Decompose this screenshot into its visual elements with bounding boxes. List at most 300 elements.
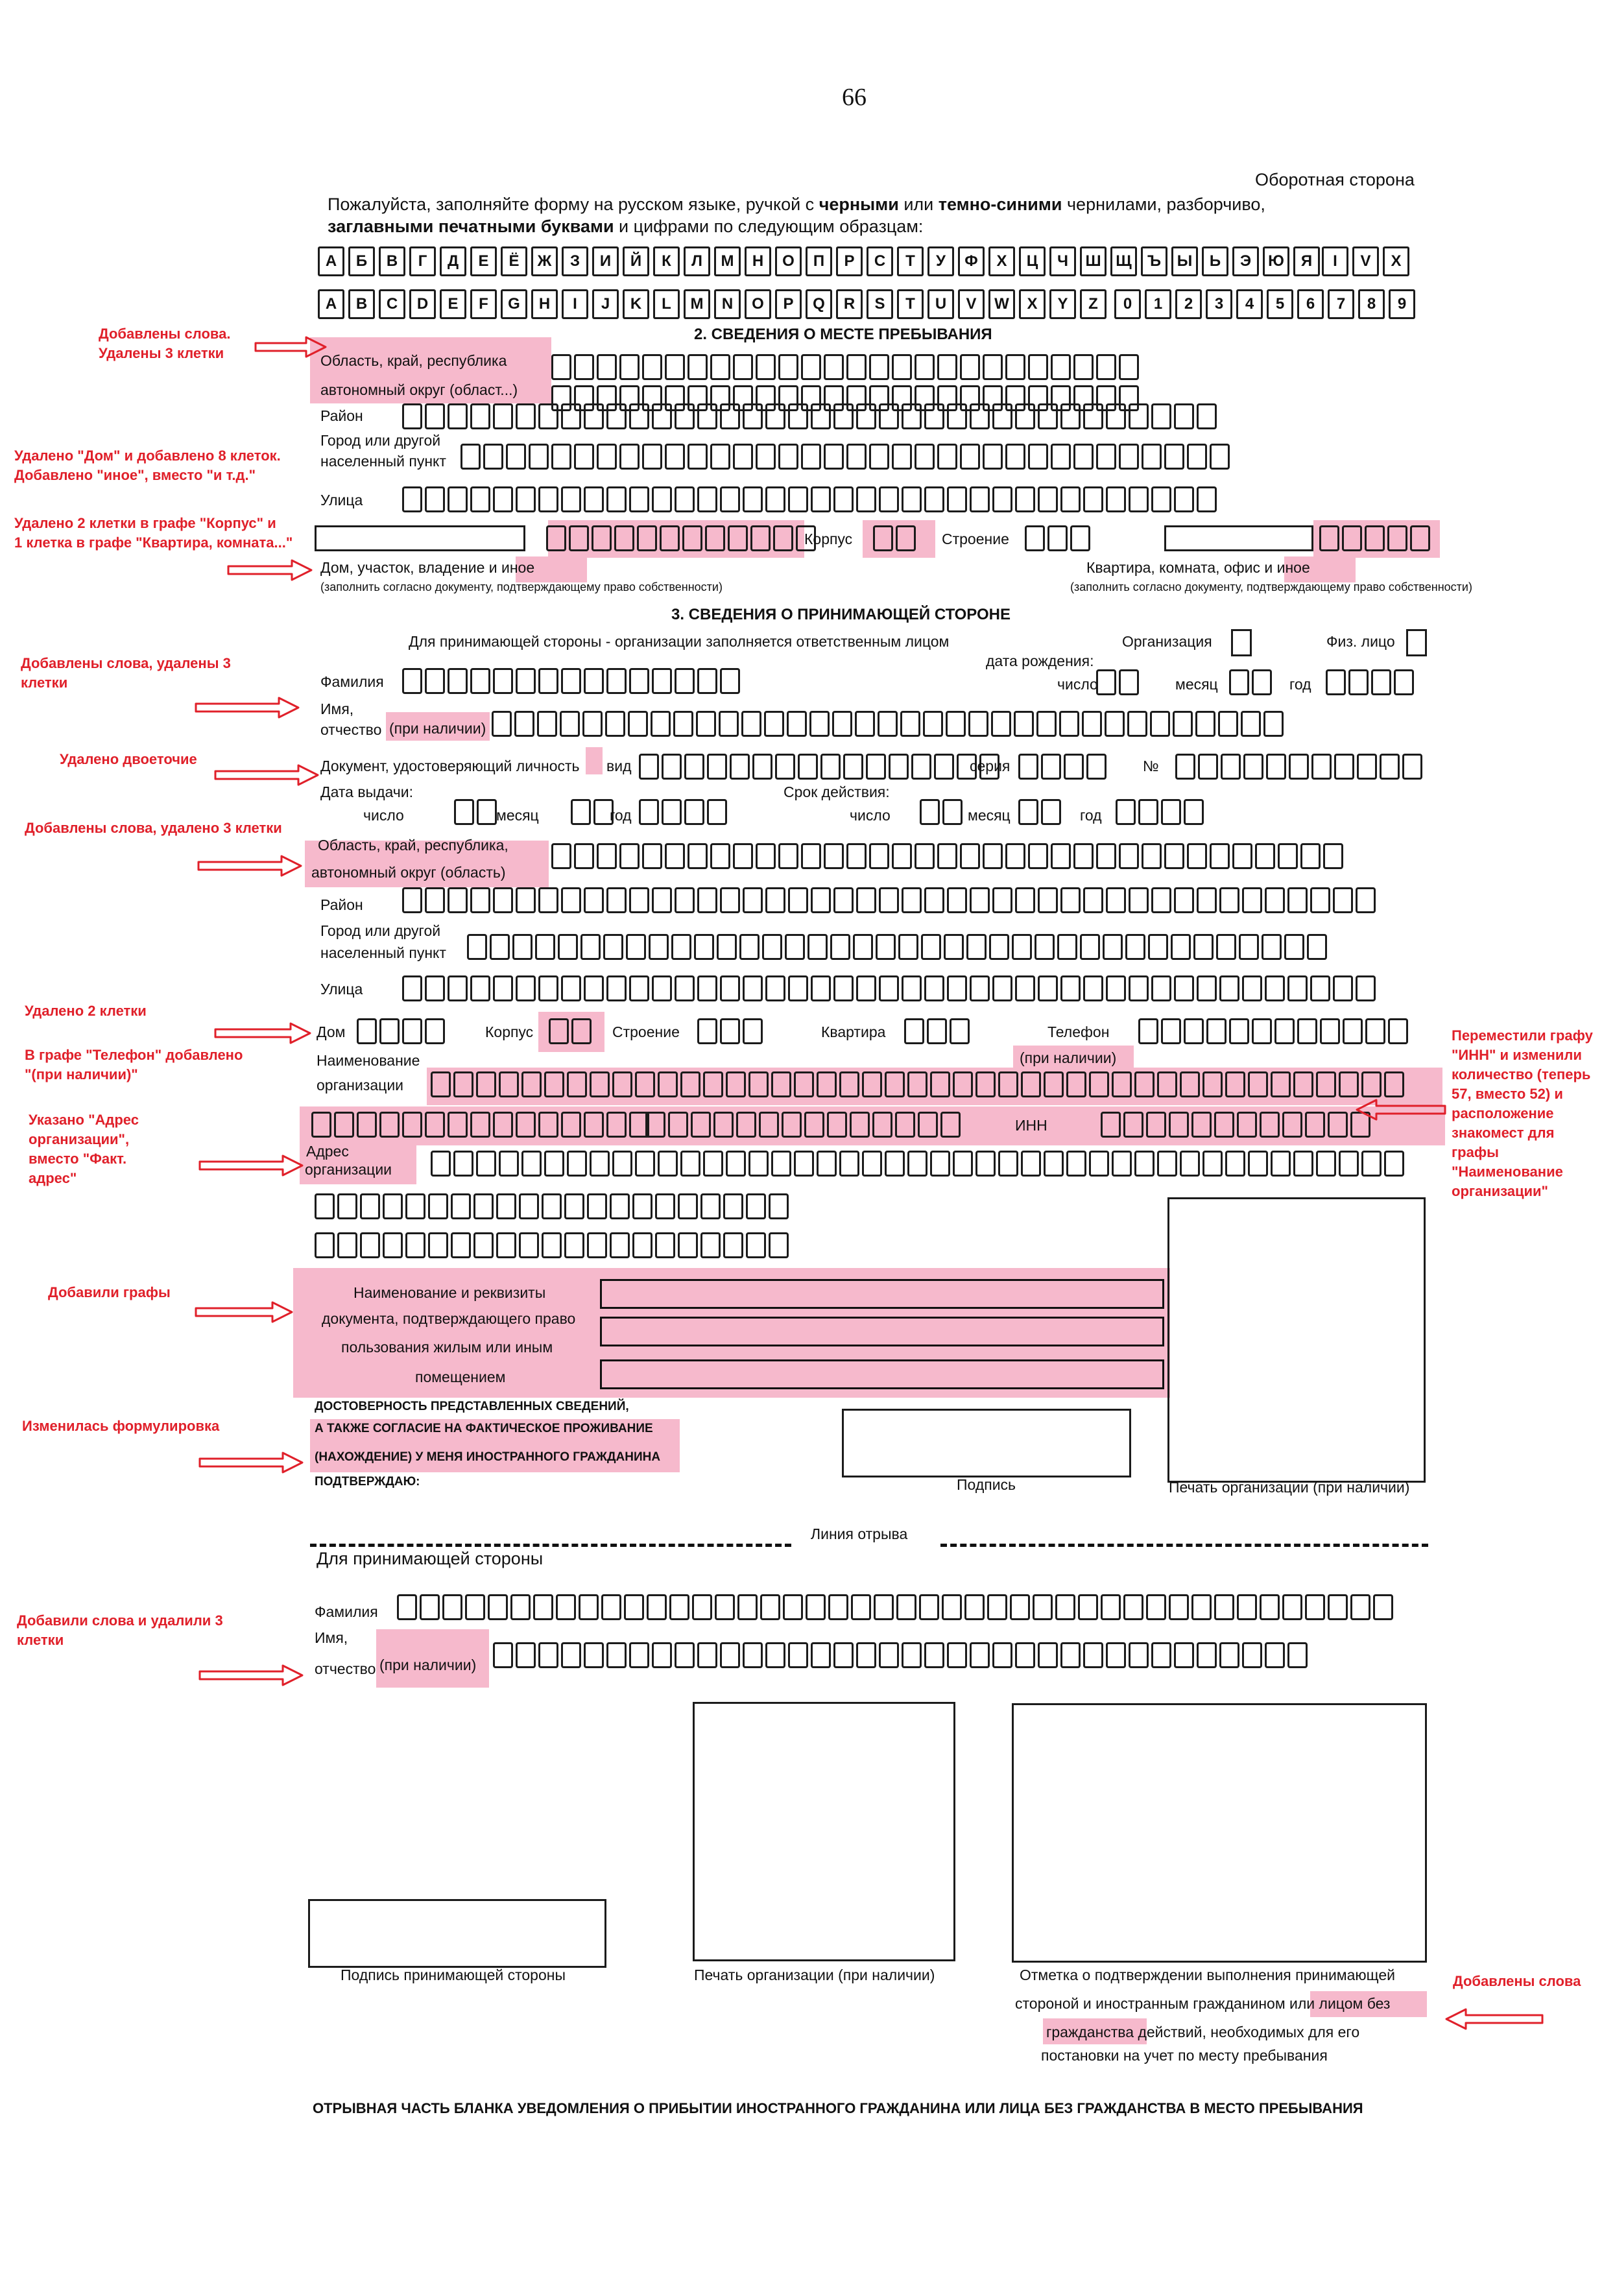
entry-cell[interactable] — [989, 934, 1009, 960]
entry-cell[interactable] — [1237, 1594, 1257, 1620]
entry-cell[interactable] — [379, 1018, 400, 1044]
entry-cell[interactable] — [853, 934, 873, 960]
entry-cell[interactable] — [470, 403, 490, 429]
s2-city-cells[interactable] — [461, 444, 1230, 470]
entry-cell[interactable] — [477, 799, 497, 825]
entry-cell[interactable] — [651, 711, 671, 737]
entry-cell[interactable] — [809, 711, 830, 737]
entry-cell[interactable] — [1271, 1151, 1291, 1177]
entry-cell[interactable] — [697, 403, 717, 429]
entry-cell[interactable] — [425, 975, 445, 1001]
s3-bmonth-cells[interactable] — [1229, 669, 1272, 695]
entry-cell[interactable] — [715, 1594, 735, 1620]
entry-cell[interactable] — [1096, 843, 1116, 869]
entry-cell[interactable] — [1174, 887, 1194, 913]
entry-cell[interactable] — [851, 1594, 871, 1620]
entry-cell[interactable] — [1237, 1112, 1257, 1138]
entry-cell[interactable] — [1055, 1594, 1075, 1620]
entry-cell[interactable] — [658, 1151, 678, 1177]
entry-cell[interactable] — [470, 887, 490, 913]
entry-cell[interactable] — [765, 403, 785, 429]
entry-cell[interactable] — [1028, 444, 1048, 470]
entry-cell[interactable] — [1266, 754, 1286, 780]
entry-cell[interactable] — [697, 887, 717, 913]
entry-cell[interactable] — [315, 1232, 335, 1258]
entry-cell[interactable] — [1161, 1018, 1181, 1044]
s2-korpus-cells[interactable] — [873, 525, 916, 551]
entry-cell[interactable] — [1005, 843, 1025, 869]
entry-cell[interactable] — [564, 1193, 584, 1219]
entry-cell[interactable] — [1348, 669, 1369, 695]
entry-cell[interactable] — [940, 1112, 961, 1138]
entry-cell[interactable] — [788, 1642, 808, 1668]
s2-region-cells[interactable] — [551, 354, 1139, 380]
entry-cell[interactable] — [710, 444, 730, 470]
entry-cell[interactable] — [1083, 887, 1103, 913]
entry-cell[interactable] — [1241, 711, 1261, 737]
entry-cell[interactable] — [947, 887, 967, 913]
entry-cell[interactable] — [1021, 1071, 1041, 1097]
entry-cell[interactable] — [902, 975, 922, 1001]
entry-cell[interactable] — [750, 525, 771, 551]
entry-cell[interactable] — [561, 1112, 581, 1138]
entry-cell[interactable] — [642, 444, 662, 470]
entry-cell[interactable] — [551, 354, 571, 380]
entry-cell[interactable] — [947, 1642, 967, 1668]
entry-cell[interactable] — [746, 1232, 766, 1258]
entry-cell[interactable] — [561, 403, 581, 429]
entry-cell[interactable] — [624, 1594, 644, 1620]
entry-cell[interactable] — [673, 711, 693, 737]
entry-cell[interactable] — [775, 754, 795, 780]
entry-cell[interactable] — [1293, 1071, 1313, 1097]
entry-cell[interactable] — [665, 444, 685, 470]
entry-cell[interactable] — [652, 668, 672, 694]
entry-cell[interactable] — [1083, 486, 1103, 512]
entry-cell[interactable] — [817, 1071, 837, 1097]
entry-cell[interactable] — [1015, 1642, 1035, 1668]
entry-cell[interactable] — [1225, 1151, 1245, 1177]
entry-cell[interactable] — [1248, 1071, 1268, 1097]
entry-cell[interactable] — [564, 1232, 584, 1258]
entry-cell[interactable] — [1210, 444, 1230, 470]
s3-orgname-cells-3[interactable] — [645, 1112, 961, 1138]
entry-cell[interactable] — [1380, 754, 1400, 780]
entry-cell[interactable] — [817, 1151, 837, 1177]
entry-cell[interactable] — [918, 1112, 938, 1138]
entry-cell[interactable] — [538, 486, 558, 512]
entry-cell[interactable] — [629, 1642, 649, 1668]
s3-phone-cells[interactable] — [1138, 1018, 1408, 1044]
entry-cell[interactable] — [896, 1594, 916, 1620]
entry-cell[interactable] — [597, 444, 617, 470]
entry-cell[interactable] — [756, 354, 776, 380]
entry-cell[interactable] — [1123, 1112, 1143, 1138]
entry-cell[interactable] — [542, 1232, 562, 1258]
entry-cell[interactable] — [647, 1594, 667, 1620]
s2-street-cells[interactable] — [402, 486, 1217, 512]
entry-cell[interactable] — [970, 975, 990, 1001]
s2-house-cells[interactable] — [546, 525, 816, 551]
s3-valid-month-cells[interactable] — [1018, 799, 1061, 825]
entry-cell[interactable] — [983, 843, 1003, 869]
entry-cell[interactable] — [919, 1594, 939, 1620]
entry-cell[interactable] — [824, 843, 844, 869]
entry-cell[interactable] — [1101, 1594, 1121, 1620]
entry-cell[interactable] — [1202, 1151, 1223, 1177]
entry-cell[interactable] — [675, 403, 695, 429]
entry-cell[interactable] — [448, 403, 468, 429]
entry-cell[interactable] — [629, 887, 649, 913]
entry-cell[interactable] — [590, 1151, 610, 1177]
entry-cell[interactable] — [665, 354, 685, 380]
entry-cell[interactable] — [669, 1594, 689, 1620]
s2-house-field[interactable] — [315, 525, 525, 551]
entry-cell[interactable] — [1206, 1018, 1226, 1044]
entry-cell[interactable] — [561, 1642, 581, 1668]
entry-cell[interactable] — [924, 486, 944, 512]
entry-cell[interactable] — [334, 1112, 354, 1138]
entry-cell[interactable] — [465, 1594, 485, 1620]
entry-cell[interactable] — [697, 668, 717, 694]
entry-cell[interactable] — [448, 668, 468, 694]
entry-cell[interactable] — [937, 843, 957, 869]
entry-cell[interactable] — [538, 975, 558, 1001]
entry-cell[interactable] — [1320, 1018, 1340, 1044]
entry-cell[interactable] — [431, 1151, 451, 1177]
entry-cell[interactable] — [682, 525, 702, 551]
entry-cell[interactable] — [655, 1193, 675, 1219]
entry-cell[interactable] — [533, 1594, 553, 1620]
entry-cell[interactable] — [1328, 1112, 1348, 1138]
entry-cell[interactable] — [764, 711, 784, 737]
entry-cell[interactable] — [579, 1594, 599, 1620]
entry-cell[interactable] — [642, 843, 662, 869]
entry-cell[interactable] — [1112, 1071, 1132, 1097]
entry-cell[interactable] — [1174, 403, 1194, 429]
entry-cell[interactable] — [662, 799, 682, 825]
entry-cell[interactable] — [1064, 754, 1084, 780]
entry-cell[interactable] — [1260, 1594, 1280, 1620]
entry-cell[interactable] — [629, 486, 649, 512]
entry-cell[interactable] — [904, 1018, 924, 1044]
entry-cell[interactable] — [719, 711, 739, 737]
entry-cell[interactable] — [1252, 1018, 1272, 1044]
entry-cell[interactable] — [605, 711, 625, 737]
s3-city-cells[interactable] — [467, 934, 1327, 960]
entry-cell[interactable] — [902, 887, 922, 913]
entry-cell[interactable] — [619, 444, 640, 470]
entry-cell[interactable] — [516, 975, 536, 1001]
entry-cell[interactable] — [680, 1071, 700, 1097]
entry-cell[interactable] — [493, 486, 513, 512]
entry-cell[interactable] — [765, 1642, 785, 1668]
entry-cell[interactable] — [467, 934, 487, 960]
entry-cell[interactable] — [879, 975, 899, 1001]
entry-cell[interactable] — [1005, 354, 1025, 380]
entry-cell[interactable] — [811, 486, 831, 512]
entry-cell[interactable] — [428, 1193, 448, 1219]
entry-cell[interactable] — [1333, 975, 1353, 1001]
entry-cell[interactable] — [1214, 1594, 1234, 1620]
entry-cell[interactable] — [900, 711, 920, 737]
entry-cell[interactable] — [915, 354, 935, 380]
entry-cell[interactable] — [778, 444, 798, 470]
entry-cell[interactable] — [448, 975, 468, 1001]
entry-cell[interactable] — [606, 486, 627, 512]
entry-cell[interactable] — [483, 444, 503, 470]
entry-cell[interactable] — [451, 1193, 471, 1219]
entry-cell[interactable] — [771, 1151, 791, 1177]
entry-cell[interactable] — [1035, 934, 1055, 960]
entry-cell[interactable] — [635, 1151, 655, 1177]
entry-cell[interactable] — [612, 1151, 632, 1177]
entry-cell[interactable] — [561, 668, 581, 694]
entry-cell[interactable] — [665, 843, 685, 869]
entry-cell[interactable] — [998, 1151, 1018, 1177]
entry-cell[interactable] — [606, 668, 627, 694]
entry-cell[interactable] — [827, 1112, 847, 1138]
entry-cell[interactable] — [992, 403, 1012, 429]
s3-kind-cells[interactable] — [639, 754, 999, 780]
entry-cell[interactable] — [885, 1151, 905, 1177]
s3-korpus-cells[interactable] — [549, 1018, 592, 1044]
entry-cell[interactable] — [1169, 1594, 1189, 1620]
s3-issue-year-cells[interactable] — [639, 799, 727, 825]
s3-street-cells[interactable] — [402, 975, 1376, 1001]
entry-cell[interactable] — [785, 934, 805, 960]
entry-cell[interactable] — [1119, 669, 1139, 695]
entry-cell[interactable] — [811, 1642, 831, 1668]
entry-cell[interactable] — [1193, 934, 1214, 960]
entry-cell[interactable] — [493, 403, 513, 429]
entry-cell[interactable] — [610, 1232, 630, 1258]
entry-cell[interactable] — [992, 1642, 1012, 1668]
entry-cell[interactable] — [1282, 1594, 1302, 1620]
entry-cell[interactable] — [514, 711, 534, 737]
entry-cell[interactable] — [425, 887, 445, 913]
entry-cell[interactable] — [1278, 843, 1298, 869]
entry-cell[interactable] — [476, 1071, 496, 1097]
entry-cell[interactable] — [635, 1071, 655, 1097]
entry-cell[interactable] — [1248, 1151, 1268, 1177]
entry-cell[interactable] — [678, 1232, 698, 1258]
entry-cell[interactable] — [584, 887, 604, 913]
s3-byear-cells[interactable] — [1326, 669, 1414, 695]
entry-cell[interactable] — [652, 486, 672, 512]
entry-cell[interactable] — [862, 1071, 882, 1097]
entry-cell[interactable] — [743, 486, 763, 512]
entry-cell[interactable] — [743, 887, 763, 913]
entry-cell[interactable] — [970, 887, 990, 913]
entry-cell[interactable] — [778, 843, 798, 869]
entry-cell[interactable] — [808, 934, 828, 960]
entry-cell[interactable] — [991, 711, 1011, 737]
entry-cell[interactable] — [811, 887, 831, 913]
entry-cell[interactable] — [1265, 887, 1285, 913]
entry-cell[interactable] — [561, 975, 581, 1001]
s3-individual-checkbox[interactable] — [1406, 629, 1427, 656]
entry-cell[interactable] — [1410, 525, 1430, 551]
tear-host-signature-box[interactable] — [308, 1899, 606, 1968]
entry-cell[interactable] — [529, 444, 549, 470]
entry-cell[interactable] — [1106, 975, 1126, 1001]
entry-cell[interactable] — [782, 1112, 802, 1138]
entry-cell[interactable] — [538, 887, 558, 913]
entry-cell[interactable] — [1305, 1112, 1325, 1138]
entry-cell[interactable] — [756, 843, 776, 869]
entry-cell[interactable] — [942, 1594, 962, 1620]
entry-cell[interactable] — [765, 486, 785, 512]
entry-cell[interactable] — [1125, 934, 1145, 960]
entry-cell[interactable] — [794, 1071, 814, 1097]
entry-cell[interactable] — [720, 1642, 740, 1668]
entry-cell[interactable] — [606, 1642, 627, 1668]
entry-cell[interactable] — [420, 1594, 440, 1620]
entry-cell[interactable] — [811, 403, 831, 429]
entry-cell[interactable] — [739, 934, 760, 960]
entry-cell[interactable] — [1142, 444, 1162, 470]
entry-cell[interactable] — [876, 934, 896, 960]
entry-cell[interactable] — [1242, 975, 1262, 1001]
entry-cell[interactable] — [1197, 403, 1217, 429]
entry-cell[interactable] — [512, 934, 532, 960]
entry-cell[interactable] — [907, 1071, 927, 1097]
entry-cell[interactable] — [1051, 843, 1071, 869]
entry-cell[interactable] — [1173, 711, 1193, 737]
entry-cell[interactable] — [1112, 1151, 1132, 1177]
entry-cell[interactable] — [629, 403, 649, 429]
entry-cell[interactable] — [1274, 1018, 1295, 1044]
entry-cell[interactable] — [1015, 975, 1035, 1001]
entry-cell[interactable] — [1059, 711, 1079, 737]
entry-cell[interactable] — [499, 1071, 519, 1097]
entry-cell[interactable] — [442, 1594, 462, 1620]
s3-bday-cells[interactable] — [1096, 669, 1139, 695]
s3-valid-year-cells[interactable] — [1116, 799, 1204, 825]
entry-cell[interactable] — [924, 975, 944, 1001]
entry-cell[interactable] — [720, 668, 740, 694]
entry-cell[interactable] — [1070, 525, 1090, 551]
entry-cell[interactable] — [1010, 1594, 1030, 1620]
entry-cell[interactable] — [892, 444, 912, 470]
entry-cell[interactable] — [771, 1071, 791, 1097]
entry-cell[interactable] — [720, 975, 740, 1001]
entry-cell[interactable] — [584, 403, 604, 429]
entry-cell[interactable] — [1219, 975, 1239, 1001]
entry-cell[interactable] — [947, 975, 967, 1001]
entry-cell[interactable] — [889, 754, 909, 780]
entry-cell[interactable] — [921, 934, 941, 960]
entry-cell[interactable] — [537, 711, 557, 737]
entry-cell[interactable] — [1300, 843, 1321, 869]
entry-cell[interactable] — [970, 403, 990, 429]
entry-cell[interactable] — [1339, 1151, 1359, 1177]
entry-cell[interactable] — [1096, 354, 1116, 380]
entry-cell[interactable] — [688, 444, 708, 470]
entry-cell[interactable] — [902, 1642, 922, 1668]
entry-cell[interactable] — [516, 887, 536, 913]
entry-cell[interactable] — [1198, 754, 1218, 780]
entry-cell[interactable] — [700, 1232, 721, 1258]
entry-cell[interactable] — [833, 1642, 854, 1668]
entry-cell[interactable] — [924, 403, 944, 429]
entry-cell[interactable] — [720, 486, 740, 512]
entry-cell[interactable] — [1225, 1071, 1245, 1097]
entry-cell[interactable] — [649, 934, 669, 960]
entry-cell[interactable] — [778, 354, 798, 380]
entry-cell[interactable] — [597, 354, 617, 380]
entry-cell[interactable] — [652, 975, 672, 1001]
entry-cell[interactable] — [1289, 754, 1309, 780]
entry-cell[interactable] — [1202, 1071, 1223, 1097]
entry-cell[interactable] — [584, 668, 604, 694]
tear-surname-cells[interactable] — [397, 1594, 1393, 1620]
entry-cell[interactable] — [1388, 1018, 1408, 1044]
entry-cell[interactable] — [953, 1151, 973, 1177]
entry-cell[interactable] — [1129, 887, 1149, 913]
entry-cell[interactable] — [833, 887, 854, 913]
entry-cell[interactable] — [927, 1018, 947, 1044]
entry-cell[interactable] — [1082, 711, 1102, 737]
entry-cell[interactable] — [1229, 669, 1249, 695]
entry-cell[interactable] — [1310, 887, 1330, 913]
entry-cell[interactable] — [1174, 975, 1194, 1001]
entry-cell[interactable] — [1333, 887, 1353, 913]
entry-cell[interactable] — [710, 354, 730, 380]
entry-cell[interactable] — [425, 1112, 445, 1138]
entry-cell[interactable] — [1361, 1071, 1382, 1097]
entry-cell[interactable] — [1232, 843, 1252, 869]
entry-cell[interactable] — [700, 1193, 721, 1219]
s3-house-cells[interactable] — [357, 1018, 445, 1044]
entry-cell[interactable] — [830, 934, 850, 960]
entry-cell[interactable] — [506, 444, 526, 470]
entry-cell[interactable] — [798, 754, 818, 780]
entry-cell[interactable] — [833, 486, 854, 512]
entry-cell[interactable] — [896, 525, 916, 551]
entry-cell[interactable] — [705, 525, 725, 551]
entry-cell[interactable] — [402, 1018, 422, 1044]
entry-cell[interactable] — [357, 1112, 377, 1138]
entry-cell[interactable] — [1311, 754, 1332, 780]
entry-cell[interactable] — [723, 1193, 743, 1219]
entry-cell[interactable] — [947, 486, 967, 512]
entry-cell[interactable] — [516, 1112, 536, 1138]
entry-cell[interactable] — [453, 1151, 473, 1177]
entry-cell[interactable] — [584, 1112, 604, 1138]
entry-cell[interactable] — [843, 754, 863, 780]
entry-cell[interactable] — [660, 525, 680, 551]
entry-cell[interactable] — [723, 1232, 743, 1258]
entry-cell[interactable] — [567, 1151, 587, 1177]
entry-cell[interactable] — [1015, 887, 1035, 913]
entry-cell[interactable] — [492, 711, 512, 737]
entry-cell[interactable] — [846, 444, 867, 470]
entry-cell[interactable] — [1284, 934, 1304, 960]
entry-cell[interactable] — [1051, 354, 1071, 380]
entry-cell[interactable] — [1328, 1594, 1348, 1620]
entry-cell[interactable] — [675, 887, 695, 913]
s2-district-cells[interactable] — [402, 403, 1217, 429]
entry-cell[interactable] — [692, 1594, 712, 1620]
entry-cell[interactable] — [678, 1193, 698, 1219]
entry-cell[interactable] — [983, 354, 1003, 380]
entry-cell[interactable] — [542, 1193, 562, 1219]
entry-cell[interactable] — [1219, 887, 1239, 913]
entry-cell[interactable] — [612, 1071, 632, 1097]
entry-cell[interactable] — [1316, 1151, 1336, 1177]
